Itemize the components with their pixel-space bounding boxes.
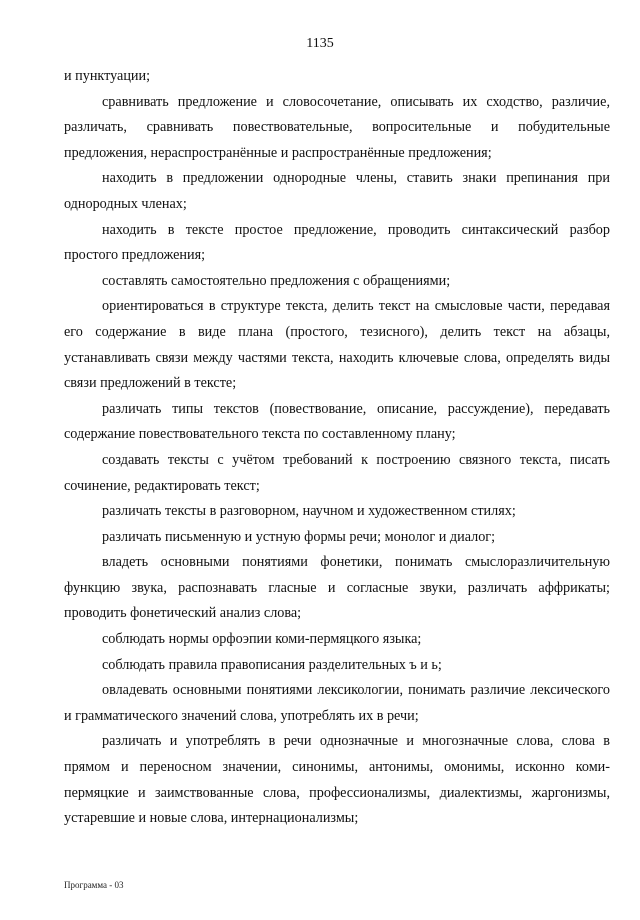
- paragraph-speech-forms: различать письменную и устную формы речи; монолог и диалог;: [102, 528, 496, 545]
- paragraph-compare-sentences: сравнивать предложение и словосочетание, описывать их сходство, различие, различать, сравнивать повествовательные, вопросительные и побудительные предложения, нераспространённые и распространённые предложения;: [64, 93, 610, 161]
- paragraph-text-types: различать типы текстов (повествование, описание, рассуждение), передавать содержание повествовательного текста по составленному плану;: [64, 400, 610, 443]
- paragraph-create-texts: создавать тексты с учётом требований к построению связного текста, писать сочинение, редактировать текст;: [64, 451, 610, 494]
- paragraph-text-styles: различать тексты в разговорном, научном и художественном стилях;: [102, 503, 516, 520]
- paragraph-separating-signs: соблюдать правила правописания разделительных ъ и ь;: [102, 656, 442, 673]
- page-number: 1135: [306, 36, 334, 51]
- paragraph-continuation: и пунктуации;: [64, 68, 151, 84]
- paragraph-orthoepy: соблюдать нормы орфоэпии коми-пермяцкого языка;: [102, 631, 422, 648]
- paragraph-phonetics: владеть основными понятиями фонетики, понимать смыслоразличительную функцию звука, распознавать гласные и согласные звуки, различать аффрикаты; проводить фонетический анализ слова;: [64, 554, 610, 622]
- footer-label: Программа - 03: [64, 880, 124, 890]
- paragraph-lexicology: овладевать основными понятиями лексикологии, понимать различие лексического и грамматического значений слова, употреблять их в речи;: [64, 682, 610, 724]
- paragraph-homogeneous-members: находить в предложении однородные члены, ставить знаки препинания при однородных членах;: [64, 170, 610, 212]
- paragraph-addresses: составлять самостоятельно предложения с обращениями;: [102, 272, 451, 289]
- document-body: [64, 64, 610, 832]
- paragraph-text-structure: ориентироваться в структуре текста, делить текст на смысловые части, передавая его содержание в виде плана (простого, тезисного), делить текст на абзацы, устанавливать связи между частями текста, находить ключевые слова, определять виды связи предложений в тексте;: [64, 298, 610, 392]
- paragraph-word-meanings: различать и употреблять в речи однозначные и многозначные слова, слова в прямом и переносном значении, синонимы, антонимы, омонимы, исконно коми-пермяцкие и заимствованные слова, профессионализмы, диалектизмы, жаргонизмы, устаревшие и новые слова, интернационализмы;: [64, 733, 610, 827]
- paragraph-simple-sentence: находить в тексте простое предложение, проводить синтаксический разбор простого предложения;: [64, 221, 610, 264]
